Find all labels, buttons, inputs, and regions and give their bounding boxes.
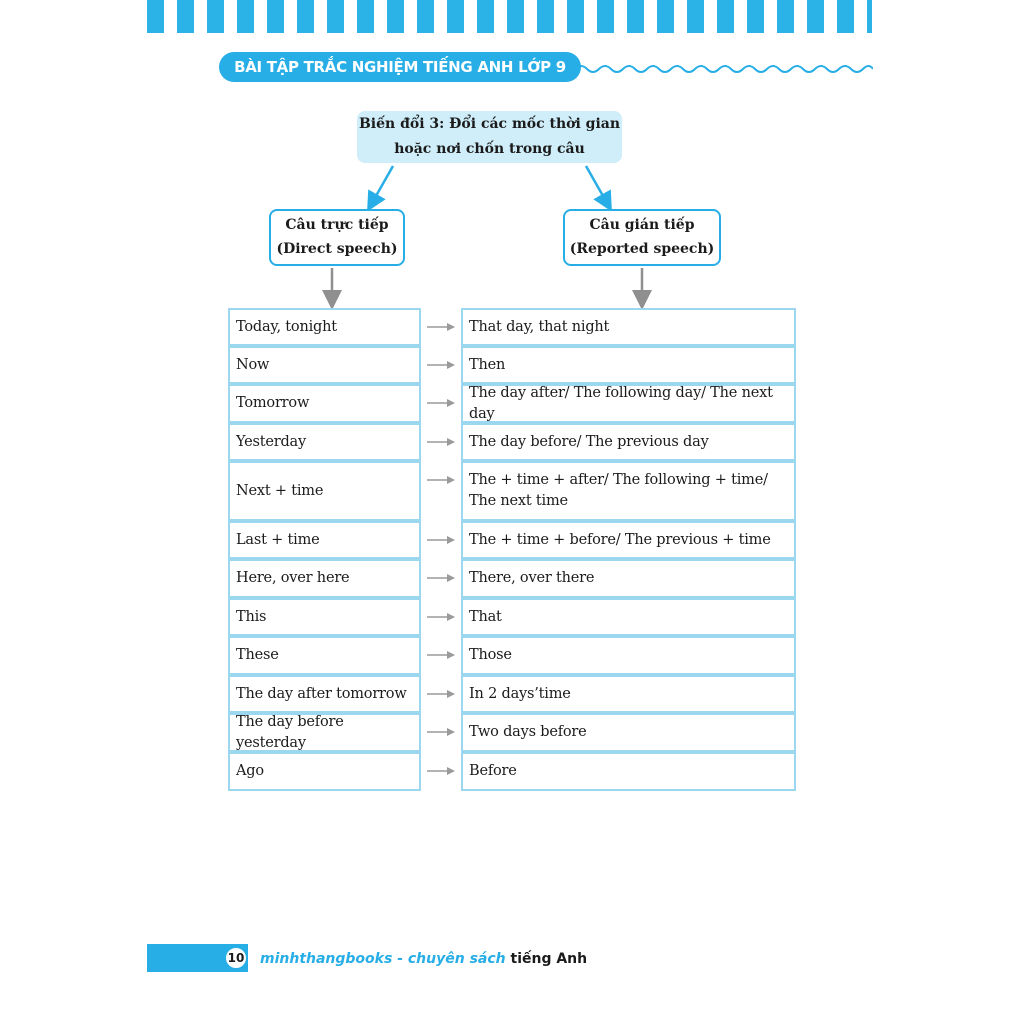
direct-cell: The day before yesterday [228, 713, 421, 752]
reported-cell: That day, that night [461, 308, 796, 346]
table-row [228, 636, 796, 675]
direct-cell: This [228, 598, 421, 636]
footer-text [260, 948, 587, 970]
reported-cell: Then [461, 346, 796, 384]
table-row [228, 713, 796, 752]
right-arrow-icon [427, 437, 455, 447]
reported-cell: There, over there [461, 559, 796, 598]
table-row [228, 752, 796, 791]
table-row [228, 521, 796, 559]
right-arrow-icon [427, 535, 455, 545]
table-row [228, 598, 796, 636]
table-row [228, 461, 796, 521]
reported-speech-subtitle: (Reported speech) [569, 241, 715, 257]
direct-cell: Yesterday [228, 423, 421, 461]
right-arrow-icon [427, 689, 455, 699]
arrow-to-reported [586, 166, 607, 203]
reported-cell: The + time + after/ The following + time/ The next time [461, 461, 796, 521]
direct-cell: Here, over here [228, 559, 421, 598]
reported-cell: That [461, 598, 796, 636]
reported-speech-title: Câu gián tiếp [589, 217, 695, 233]
direct-speech-box [269, 209, 405, 266]
right-arrow-icon [427, 650, 455, 660]
right-arrow-icon [427, 475, 455, 485]
direct-cell: Next + time [228, 461, 421, 521]
table-row [228, 675, 796, 713]
reported-speech-box [563, 209, 721, 266]
reported-cell: Those [461, 636, 796, 675]
footer-brand: minhthangbooks - chuyên sách [260, 951, 506, 967]
right-arrow-icon [427, 360, 455, 370]
table-row [228, 308, 796, 346]
direct-speech-subtitle: (Direct speech) [276, 241, 398, 257]
reported-cell: The + time + before/ The previous + time [461, 521, 796, 559]
direct-cell: The day after tomorrow [228, 675, 421, 713]
reported-cell: In 2 days’time [461, 675, 796, 713]
arrow-to-direct [372, 166, 393, 203]
table-row [228, 559, 796, 598]
direct-cell: These [228, 636, 421, 675]
direct-cell: Ago [228, 752, 421, 791]
direct-cell: Tomorrow [228, 384, 421, 423]
top-stripes-decoration [147, 0, 872, 33]
wave-decoration [575, 62, 873, 76]
header-title: BÀI TẬP TRẮC NGHIỆM TIẾNG ANH LỚP 9 TẬP 2 [219, 52, 581, 82]
table-row [228, 384, 796, 423]
direct-cell: Last + time [228, 521, 421, 559]
right-arrow-icon [427, 322, 455, 332]
right-arrow-icon [427, 573, 455, 583]
reported-cell: Two days before [461, 713, 796, 752]
right-arrow-icon [427, 727, 455, 737]
footer-tail: tiếng Anh [510, 951, 588, 967]
right-arrow-icon [427, 398, 455, 408]
page-number: 10 [224, 946, 248, 970]
topic-line-1: Biến đổi 3: Đổi các mốc thời gian [358, 116, 621, 132]
right-arrow-icon [427, 766, 455, 776]
table-row [228, 346, 796, 384]
direct-speech-title: Câu trực tiếp [285, 217, 389, 233]
direct-cell: Now [228, 346, 421, 384]
right-arrow-icon [427, 612, 455, 622]
table-row [228, 423, 796, 461]
reported-cell: The day after/ The following day/ The next day [461, 384, 796, 423]
reported-cell: The day before/ The previous day [461, 423, 796, 461]
topic-box [357, 111, 622, 163]
reported-cell: Before [461, 752, 796, 791]
direct-cell: Today, tonight [228, 308, 421, 346]
topic-line-2: hoặc nơi chốn trong câu [394, 141, 585, 157]
